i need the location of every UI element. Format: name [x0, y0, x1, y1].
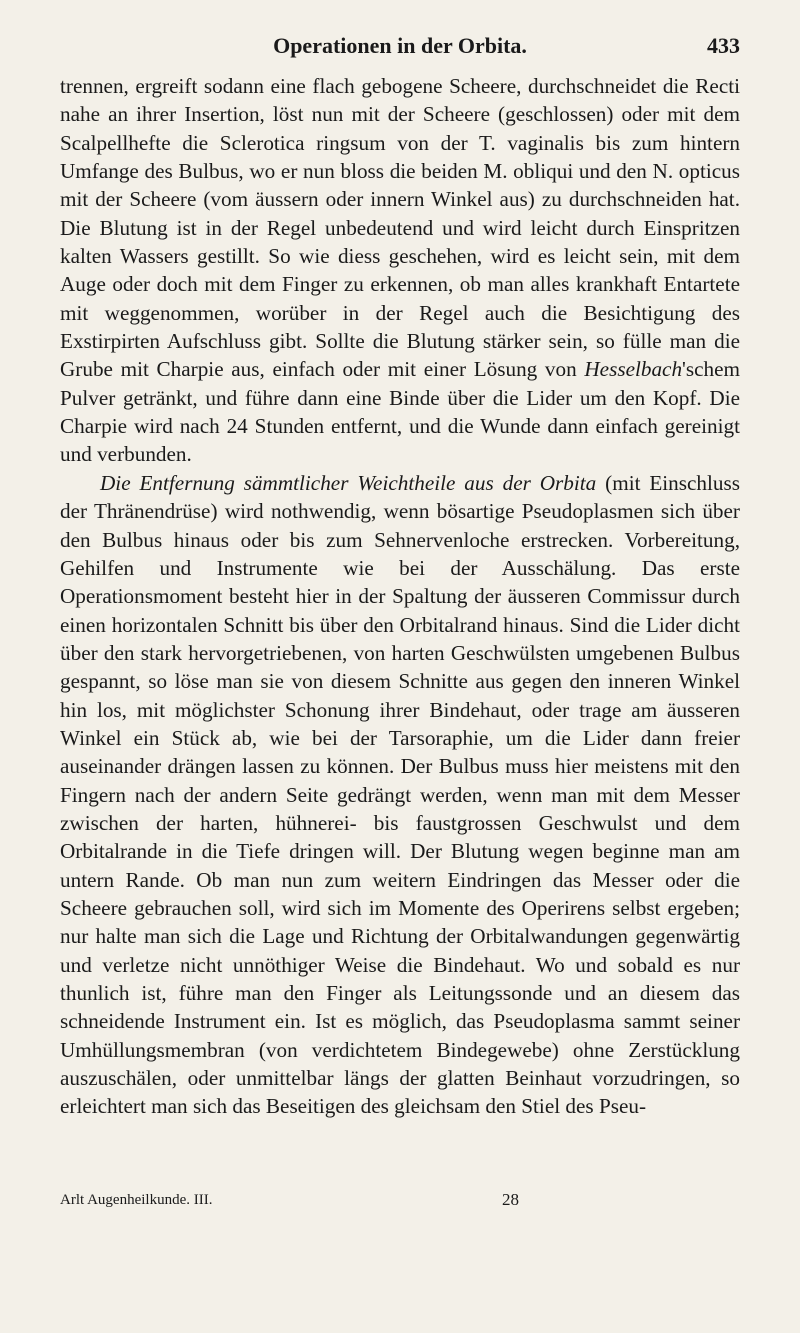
paragraph-1-text: trennen, ergreift sodann eine flach gebogene Scheere, durchschneidet die Recti nahe an ihrer Insertion, löst nun mit der Scheere (geschlossen) oder mit dem Scalpellhefte die Sclerotica ringsum von der T. vaginalis bis zum hintern Umfange des Bulbus, wo er nun bloss die beiden M. obliqui und den N. opticus mit der Scheere (vom äussern oder innern Winkel aus) zu durchschneiden hat. Die Blutung ist in der Regel unbedeutend und wird leicht durch Einspritzen kalten Wassers gestillt. So wie diess geschehen, wird es leicht sein, mit dem Auge oder doch mit dem Finger zu erkennen, ob man alles krankhaft Entartete mit weggenommen, worüber in der Regel auch die Besichtigung des Exstirpirten Aufschluss gibt. Sollte die Blutung stärker sein, so fülle man die Grube mit Charpie aus, einfach oder mit einer Lösung von	[60, 74, 740, 382]
running-title: Operationen in der Orbita.	[273, 33, 527, 58]
signature-line: Arlt Augenheilkunde. III.	[60, 1192, 213, 1208]
paragraph-2	[60, 469, 740, 1121]
sheet-number: 28	[502, 1190, 519, 1209]
page-number: 433	[707, 33, 740, 58]
paragraph-2-text: (mit Einschluss der Thränendrüse) wird nothwendig, wenn bösartige Pseudoplasmen sich über den Bulbus hinaus oder bis zum Sehnervenloche erstrecken. Vorbereitung, Gehilfen und Instrumente wie bei der Ausschälung. Das erste Operationsmoment besteht hier in der Spaltung der äusseren Commissur durch einen horizontalen Schnitt bis über den Orbitalrand hinaus. Sind die Lider dicht über den stark hervorgetriebenen, von harten Geschwülsten umgebenen Bulbus gespannt, so löse man sie von diesem Schnitte aus gegen den inneren Winkel hin los, mit möglichster Schonung ihrer Bindehaut, oder trage am äusseren Winkel ein Stück ab, wie bei der Tarsoraphie, um die Lider dann freier auseinander drängen lassen zu können. Der Bulbus muss hier meistens mit den Fingern nach der andern Seite gedrängt werden, wenn man mit dem Messer zwischen der harten, hühnerei- bis faustgrossen Geschwulst und dem Orbitalrande in die Tiefe dringen will. Der Blutung wegen beginne man am untern Rande. Ob man nun zum weitern Eindringen das Messer oder die Scheere gebrauchen soll, wird sich im Momente des Operirens selbst ergeben; nur halte man sich die Lage und Richtung der Orbitalwandungen gegenwärtig und verletze nicht unnöthiger Weise die Bindehaut. Wo und sobald es nur thunlich ist, führe man den Finger als Leitungssonde und an diesem das schneidende Instrument ein. Ist es möglich, das Pseudoplasma sammt seiner Umhüllungsmembran (von verdichtetem Bindegewebe) ohne Zerstücklung auszuschälen, oder unmittelbar längs der glatten Beinhaut vorzudringen, so erleichtert man sich das Beseitigen des gleichsam den Stiel des Pseu-	[60, 470, 740, 1119]
paragraph-1-text-after: 'schem Pulver getränkt, und führe dann eine Binde über die Lider um den Kopf. Die Charpie wird nach 24 Stunden entfernt, und die Wunde dann einfach gereinigt und verbunden.	[60, 357, 740, 467]
body-text	[60, 72, 740, 1121]
paragraph-1	[60, 72, 740, 469]
section-heading-italic: Die Entfernung sämmtlicher Weichtheile aus der Orbita	[100, 470, 597, 495]
italic-name: Hesselbach	[584, 357, 683, 382]
